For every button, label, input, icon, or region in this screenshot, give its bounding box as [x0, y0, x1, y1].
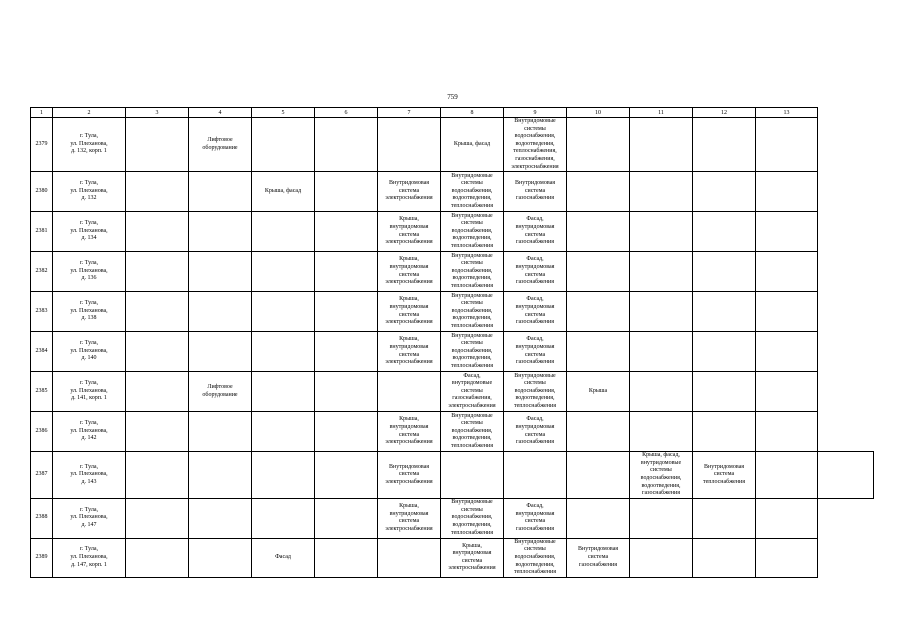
table-cell [567, 412, 630, 452]
table-cell [441, 452, 504, 499]
cell-text: Крыша, внутридомовая система электроснабжения [385, 336, 433, 366]
table-cell [441, 332, 504, 372]
table-cell [756, 412, 818, 452]
column-header: 13 [756, 108, 818, 118]
table-cell [630, 292, 693, 332]
table-cell [630, 252, 693, 292]
table-cell [693, 252, 756, 292]
table-cell [315, 372, 378, 412]
address-cell [53, 372, 126, 412]
address-cell [53, 252, 126, 292]
table-cell [378, 452, 441, 499]
cell-text: Внутридомовая система газоснабжения [577, 546, 619, 568]
cell-text: Крыша, внутридомовая система электроснабжения [448, 542, 496, 572]
table-cell [504, 172, 567, 212]
cell-text: Крыша, фасад [453, 140, 491, 147]
cell-text: Фасад, внутридомовая система газоснабжения [515, 503, 555, 532]
row-number-cell [31, 212, 53, 252]
row-number-cell [31, 292, 53, 332]
address-cell [53, 172, 126, 212]
row-number-cell [31, 452, 53, 499]
cell-text: 2379 [35, 140, 48, 147]
cell-text: Внутридомовые системы водоснабжения, водоотведения, теплоснабжения [451, 292, 493, 330]
table-cell [630, 498, 693, 538]
column-header: 8 [441, 108, 504, 118]
table-cell [693, 372, 756, 412]
table-cell [630, 412, 693, 452]
table-cell [441, 372, 504, 412]
table-cell [315, 252, 378, 292]
column-header: 11 [630, 108, 693, 118]
table-cell [252, 372, 315, 412]
table-cell [756, 292, 818, 332]
cell-text: 2384 [35, 347, 48, 354]
cell-text: г. Тула, ул. Плеханова, д. 136 [70, 260, 108, 282]
table-cell [567, 212, 630, 252]
table-cell [756, 538, 818, 577]
table-cell [252, 172, 315, 212]
cell-text: Внутридомовая система электроснабжения [385, 463, 433, 485]
cell-text: 2382 [35, 267, 48, 274]
table-cell [315, 212, 378, 252]
column-header: 7 [378, 108, 441, 118]
cell-text: 2383 [35, 307, 48, 314]
table-cell [315, 292, 378, 332]
cell-text: 2388 [35, 514, 48, 521]
table-cell [441, 498, 504, 538]
table-cell [441, 252, 504, 292]
column-header: 10 [567, 108, 630, 118]
cell-text: г. Тула, ул. Плеханова, д. 132 [70, 180, 108, 202]
table-cell [126, 118, 189, 172]
table-cell [189, 452, 252, 499]
table-cell [315, 452, 378, 499]
row-number-cell [31, 172, 53, 212]
table-cell [189, 252, 252, 292]
table-cell [252, 452, 315, 499]
table-cell [504, 538, 567, 577]
repair-schedule-table [30, 107, 874, 578]
cell-text: Крыша, фасад, внутридомовые системы водоснабжения, водоотведения, газоснабжения [640, 452, 682, 497]
table-cell [756, 452, 818, 499]
table-cell [126, 292, 189, 332]
table-row [31, 212, 874, 252]
table-cell [126, 538, 189, 577]
page-number: 759 [447, 93, 458, 101]
table-cell [252, 498, 315, 538]
cell-text: Фасад [275, 553, 291, 560]
table-cell [567, 252, 630, 292]
cell-text: 2389 [35, 553, 48, 560]
cell-text: Крыша [588, 387, 608, 394]
column-header: 9 [504, 108, 567, 118]
table-cell [441, 292, 504, 332]
column-header: 4 [189, 108, 252, 118]
table-cell [693, 498, 756, 538]
cell-text: Крыша, фасад [264, 187, 302, 194]
address-cell [53, 498, 126, 538]
cell-text: 2385 [35, 387, 48, 394]
table-row [31, 372, 874, 412]
cell-text: г. Тула, ул. Плеханова, д. 138 [70, 300, 108, 322]
table-cell [441, 412, 504, 452]
column-header: 1 [31, 108, 53, 118]
table-cell [504, 498, 567, 538]
cell-text: г. Тула, ул. Плеханова, д. 140 [70, 340, 108, 362]
address-cell [53, 412, 126, 452]
table-row [31, 412, 874, 452]
column-number-row [31, 108, 874, 118]
table-row [31, 452, 874, 499]
address-cell [53, 212, 126, 252]
cell-text: Крыша, внутридомовая система электроснабжения [385, 416, 433, 446]
table-cell [252, 412, 315, 452]
table-row [31, 292, 874, 332]
table-cell [756, 498, 818, 538]
table-cell [630, 452, 693, 499]
cell-text: Лифтовое оборудование [202, 136, 238, 151]
column-header: 2 [53, 108, 126, 118]
table-cell [504, 452, 567, 499]
table-cell [126, 452, 189, 499]
table-cell [567, 292, 630, 332]
table-cell [441, 212, 504, 252]
table-row [31, 498, 874, 538]
table-cell [252, 292, 315, 332]
table-cell [378, 252, 441, 292]
table-cell [378, 118, 441, 172]
table-cell [567, 118, 630, 172]
cell-text: Фасад, внутридомовая система газоснабжения [515, 336, 555, 366]
cell-text: Внутридомовые системы водоснабжения, водоотведения, теплоснабжения [451, 252, 493, 290]
table-cell [126, 172, 189, 212]
cell-text: Внутридомовая система электроснабжения [385, 180, 433, 202]
table-cell [315, 538, 378, 577]
column-header: 12 [693, 108, 756, 118]
table-cell [693, 118, 756, 172]
column-header: 6 [315, 108, 378, 118]
table-cell [189, 212, 252, 252]
cell-text: Внутридомовые системы водоснабжения, водоотведения, теплоснабжения [514, 538, 556, 576]
cell-text: Фасад, внутридомовая система газоснабжения [515, 296, 555, 326]
cell-text: г. Тула, ул. Плеханова, д. 143 [70, 463, 108, 485]
table-cell [441, 118, 504, 172]
cell-text: Фасад, внутридомовая система газоснабжения [515, 256, 555, 286]
table-cell [126, 372, 189, 412]
cell-text: г. Тула, ул. Плеханова, д. 147 [70, 506, 108, 529]
table-cell [818, 452, 874, 499]
table-cell [756, 118, 818, 172]
cell-text: 2386 [35, 427, 48, 434]
cell-text: Внутридомовые системы водоснабжения, водоотведения, теплоснабжения [451, 212, 493, 250]
cell-text: 2380 [35, 187, 48, 194]
table-cell [693, 412, 756, 452]
cell-text: 2387 [35, 471, 48, 478]
table-cell [756, 212, 818, 252]
cell-text: Крыша, внутридомовая система электроснабжения [385, 256, 433, 286]
table-cell [378, 292, 441, 332]
table-cell [315, 332, 378, 372]
table-cell [441, 538, 504, 577]
cell-text: г. Тула, ул. Плеханова, д. 147, корп. 1 [70, 546, 108, 568]
table-cell [378, 172, 441, 212]
table-cell [630, 118, 693, 172]
table-cell [126, 332, 189, 372]
table-cell [567, 372, 630, 412]
table-row [31, 172, 874, 212]
table-cell [504, 292, 567, 332]
table-cell [315, 412, 378, 452]
table-cell [567, 332, 630, 372]
cell-text: Внутридомовая система газоснабжения [514, 180, 556, 202]
table-cell [189, 292, 252, 332]
table-row [31, 118, 874, 172]
table-cell [756, 372, 818, 412]
address-cell [53, 292, 126, 332]
table-cell [315, 172, 378, 212]
cell-text: Лифтовое оборудование [202, 384, 238, 398]
table-cell [378, 412, 441, 452]
row-number-cell [31, 498, 53, 538]
cell-text: г. Тула, ул. Плеханова, д. 134 [70, 220, 108, 242]
table-cell [315, 498, 378, 538]
table-cell [126, 252, 189, 292]
cell-text: г. Тула, ул. Плеханова, д. 132, корп. 1 [70, 133, 108, 155]
cell-text: Внутридомовые системы водоснабжения, водоотведения, теплоснабжения [451, 172, 493, 210]
cell-text: г. Тула, ул. Плеханова, д. 141, корп. 1 [70, 380, 108, 402]
row-number-cell [31, 118, 53, 172]
table-cell [252, 538, 315, 577]
table-cell [630, 332, 693, 372]
table-cell [252, 252, 315, 292]
table-cell [504, 252, 567, 292]
table-cell [189, 172, 252, 212]
cell-text: Внутридомовые системы водоснабжения, водоотведения, теплоснабжения [514, 372, 556, 410]
row-number-cell [31, 372, 53, 412]
table-cell [630, 212, 693, 252]
table-cell [504, 372, 567, 412]
table-cell [756, 172, 818, 212]
row-number-cell [31, 332, 53, 372]
table-cell [504, 212, 567, 252]
address-cell [53, 118, 126, 172]
cell-text: Фасад, внутридомовая система газоснабжения [515, 216, 555, 246]
table-cell [567, 538, 630, 577]
table-cell [693, 332, 756, 372]
address-cell [53, 538, 126, 577]
table-cell [756, 252, 818, 292]
table-cell [504, 118, 567, 172]
table-cell [252, 332, 315, 372]
cell-text: Внутридомовые системы водоснабжения, водоотведения, теплоснабжения [451, 332, 493, 370]
cell-text: Крыша, внутридомовая система электроснабжения [385, 503, 433, 532]
cell-text: Фасад, внутридомовая система газоснабжения [515, 416, 555, 446]
row-number-cell [31, 412, 53, 452]
cell-text: Внутридомовые системы водоснабжения, водоотведения, теплоснабжения [451, 499, 493, 536]
table-cell [252, 212, 315, 252]
table-cell [567, 452, 630, 499]
table-cell [693, 452, 756, 499]
address-cell [53, 332, 126, 372]
column-header: 5 [252, 108, 315, 118]
table-cell [189, 118, 252, 172]
table-cell [567, 172, 630, 212]
cell-text: Внутридомовые системы водоснабжения, водоотведения, теплоснабжения [451, 412, 493, 450]
table-cell [693, 212, 756, 252]
cell-text: г. Тула, ул. Плеханова, д. 142 [70, 420, 108, 442]
table-cell [693, 172, 756, 212]
table-cell [378, 212, 441, 252]
table-cell [441, 172, 504, 212]
cell-text: Фасад, внутридомовые системы газоснабжения, электроснабжения [448, 372, 496, 410]
address-cell [53, 452, 126, 499]
table-row [31, 332, 874, 372]
table-cell [693, 292, 756, 332]
table-cell [630, 372, 693, 412]
table-cell [189, 412, 252, 452]
table-cell [504, 412, 567, 452]
cell-text: Внутридомовая система теплоснабжения [703, 463, 745, 485]
cell-text: Внутридомовые системы водоснабжения, водоотведения, теплоснабжения, газоснабжения, электроснабжения [511, 118, 559, 170]
table-cell [693, 538, 756, 577]
table-cell [378, 538, 441, 577]
column-header: 3 [126, 108, 189, 118]
table-cell [189, 538, 252, 577]
cell-text: 2381 [35, 227, 48, 234]
table-cell [126, 212, 189, 252]
row-number-cell [31, 252, 53, 292]
table-cell [630, 172, 693, 212]
table-cell [189, 372, 252, 412]
table-cell [252, 118, 315, 172]
table-cell [567, 498, 630, 538]
table-cell [378, 332, 441, 372]
table-cell [126, 412, 189, 452]
table-cell [504, 332, 567, 372]
table-cell [315, 118, 378, 172]
row-number-cell [31, 538, 53, 577]
table-cell [630, 538, 693, 577]
table-cell [189, 498, 252, 538]
cell-text: Крыша, внутридомовая система электроснабжения [385, 296, 433, 326]
table-row [31, 538, 874, 577]
table-cell [378, 498, 441, 538]
table-cell [189, 332, 252, 372]
table-cell [126, 498, 189, 538]
table-cell [378, 372, 441, 412]
table-row [31, 252, 874, 292]
table-cell [756, 332, 818, 372]
cell-text: Крыша, внутридомовая система электроснабжения [385, 216, 433, 246]
